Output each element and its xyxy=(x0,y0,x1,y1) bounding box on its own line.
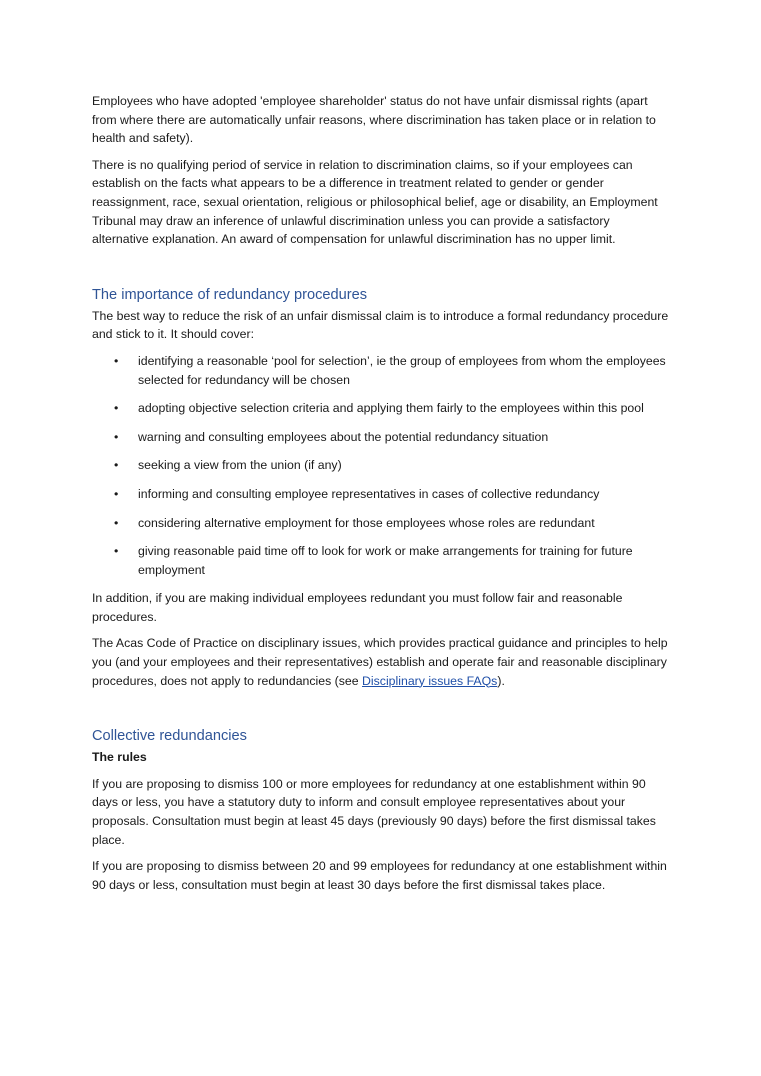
subheading-the-rules: The rules xyxy=(92,750,147,765)
list-item xyxy=(92,428,669,447)
bullet-icon: • xyxy=(114,429,119,444)
acas-text-before: The Acas Code of Practice on disciplinary issues, which provides practical guidance and principles to help you (and your employees and their representatives) establish and operate fair and reasonable disciplinary procedures, does not apply to redundancies (see xyxy=(92,636,668,688)
paragraph-20-99-employees: If you are proposing to dismiss between 20 and 99 employees for redundancy at one establishment within 90 days or less, consultation must begin at least 30 days before the first dismissal takes place. xyxy=(92,859,667,892)
bullet-icon: • xyxy=(114,544,119,559)
acas-text-after: ). xyxy=(497,673,505,688)
list-item xyxy=(92,485,669,504)
heading-collective-redundancies: Collective redundancies xyxy=(92,728,247,745)
paragraph-discrimination-claims: There is no qualifying period of service in relation to discrimination claims, so if your employees can establish on the facts what appears to be a difference in treatment related to gender or gender reassignment, race, sexual orientation, religious or philosophical belief, age or disability, an Employment Tribunal may draw an inference of unlawful discrimination unless you can provide a satisfactory alternative explanation. An award of compensation for unlawful discrimination has no upper limit. xyxy=(92,157,658,247)
bullet-icon: • xyxy=(114,401,119,416)
procedure-list xyxy=(92,352,669,579)
paragraph-individual-redundancy: In addition, if you are making individual employees redundant you must follow fair and reasonable procedures. xyxy=(92,591,623,624)
list-item-text: adopting objective selection criteria and applying them fairly to the employees within this pool xyxy=(138,401,644,416)
bullet-icon: • xyxy=(114,458,119,473)
list-item xyxy=(92,514,669,533)
bullet-icon: • xyxy=(114,486,119,501)
list-item xyxy=(92,456,669,475)
list-item-text: identifying a reasonable ‘pool for selection’, ie the group of employees from whom the employees selected for redundancy will be chosen xyxy=(138,353,666,387)
disciplinary-faqs-link[interactable]: Disciplinary issues FAQs xyxy=(362,673,498,688)
list-item xyxy=(92,352,669,389)
paragraph-redundancy-intro: The best way to reduce the risk of an unfair dismissal claim is to introduce a formal redundancy procedure and stick to it. It should cover: xyxy=(92,308,669,342)
bullet-icon: • xyxy=(114,353,119,368)
list-item-text: seeking a view from the union (if any) xyxy=(138,458,342,473)
bullet-icon: • xyxy=(114,515,119,530)
paragraph-employee-shareholder: Employees who have adopted 'employee shareholder' status do not have unfair dismissal rights (apart from where there are automatically unfair reasons, where discrimination has taken place or in relation to health and safety). xyxy=(92,94,656,146)
paragraph-acas-code xyxy=(92,634,669,690)
list-item-text: informing and consulting employee representatives in cases of collective redundancy xyxy=(138,486,600,501)
list-item-text: warning and consulting employees about the potential redundancy situation xyxy=(138,429,549,444)
list-item-text: considering alternative employment for those employees whose roles are redundant xyxy=(138,515,595,530)
heading-redundancy-procedures: The importance of redundancy procedures xyxy=(92,286,368,303)
list-item xyxy=(92,542,669,579)
paragraph-100-employees: If you are proposing to dismiss 100 or more employees for redundancy at one establishment within 90 days or less, you have a statutory duty to inform and consult employee representatives about your proposals. Consultation must begin at least 45 days (previously 90 days) before the first dismissal takes place. xyxy=(92,776,656,847)
list-item xyxy=(92,399,669,418)
list-item-text: giving reasonable paid time off to look for work or make arrangements for training for future employment xyxy=(138,544,633,577)
